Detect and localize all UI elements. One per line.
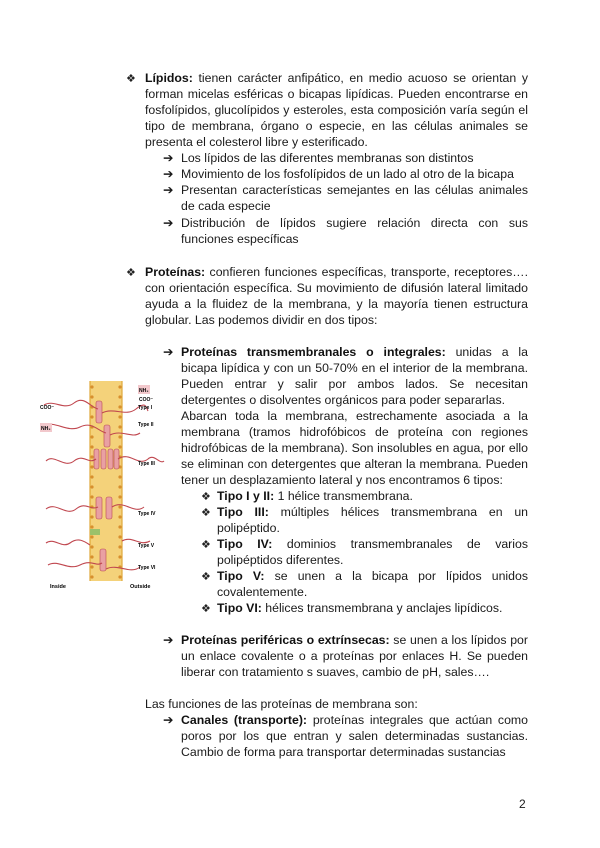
diamond-bullet-icon: ❖ — [201, 539, 211, 551]
arrow-icon: ➔ — [163, 713, 174, 727]
proteinas-text: confieren funciones específicas, transporte, receptores…. con orientación específica. Su movimiento de difusión lateral limitado ayuda a la fluidez de la membrana, y la mayoría tienen estructura globular. Las podemos dividir en dos tipos: — [145, 265, 528, 327]
type-item: Tipo I y II: 1 hélice transmembrana. — [217, 489, 413, 503]
arrow-icon: ➔ — [163, 183, 174, 197]
arrow-icon: ➔ — [163, 633, 174, 647]
lipidos-text: tienen carácter anfipático, en medio acuoso se orientan y forman micelas esféricas o bicapas lipídicas. Pueden encontrarse en fosfolípidos, glucolípidos y esteroles, esta composición varía según el tipo de membrana, órgano o especie, en las células animales se presenta el colesterol libre y esterificado. — [145, 71, 528, 149]
nh3-label: NH₃ — [41, 426, 51, 432]
outside-label: Outside — [130, 584, 151, 590]
lipid-anchor — [90, 529, 100, 535]
nh3-label: NH₃ — [139, 388, 149, 394]
lipidos-paragraph — [145, 70, 528, 150]
perifericas-term: Proteínas periféricas o extrínsecas: — [181, 633, 390, 647]
arrow-icon: ➔ — [163, 216, 174, 230]
canales-paragraph — [181, 712, 528, 760]
diamond-bullet-icon: ❖ — [201, 571, 211, 583]
funciones-intro: Las funciones de las proteínas de membrana son: — [145, 697, 418, 711]
transmembranales-term: Proteínas transmembranales o integrales: — [181, 345, 446, 359]
type-iv-label: Type IV — [138, 511, 156, 517]
transmembranales-paragraph-2: Abarcan toda la membrana, estrechamente asociada a la membrana (tramos hidrofóbicos de proteína con regiones hidrofóbicas de la membrana). Son insolubles en agua, por ello se eliminan con detergentes que alteran la membrana. Pueden tener un desplazamiento lateral y nos encontramos 6 tipos: — [181, 409, 528, 487]
transmembranales-paragraph — [181, 344, 528, 408]
type-i-label: Type I — [138, 405, 153, 411]
lipidos-item: Movimiento de los fosfolípidos de un lado al otro de la bicapa — [181, 167, 514, 181]
inside-label: Inside — [50, 584, 66, 590]
perifericas-text: se unen a los lípidos por un enlace covalente o a proteínas por enlaces H. Se pueden liberar con tratamiento s suaves, cambio de pH, sales…. — [181, 633, 528, 679]
lipidos-item: Los lípidos de las diferentes membranas son distintos — [181, 151, 474, 165]
proteinas-term: Proteínas: — [145, 265, 206, 279]
canales-term: Canales (transporte): — [181, 713, 308, 727]
membrane-proteins-figure — [40, 381, 172, 591]
diamond-bullet-icon: ❖ — [201, 507, 211, 519]
lipidos-item: Presentan características semejantes en las células animales de cada especie — [181, 183, 528, 213]
canales-text: proteínas integrales que actúan como poros por los que entran y salen determinadas sustancias. Cambio de forma para transportar determinadas sustancias — [181, 713, 528, 759]
arrow-icon: ➔ — [163, 151, 174, 165]
type-item: Tipo III: múltiples hélices transmembrana en un polipéptido. — [217, 505, 528, 535]
arrow-icon: ➔ — [163, 345, 174, 359]
diamond-bullet-icon: ❖ — [126, 267, 136, 279]
type-item: Tipo VI: hélices transmembrana y anclajes lipídicos. — [217, 601, 503, 615]
diamond-bullet-icon: ❖ — [201, 603, 211, 615]
type-item: Tipo IV: dominios transmembranales de varios polipéptidos diferentes. — [217, 537, 528, 567]
diamond-bullet-icon: ❖ — [201, 491, 211, 503]
arrow-icon: ➔ — [163, 167, 174, 181]
lipidos-term: Lípidos: — [145, 71, 193, 85]
type-v-label: Type V — [138, 543, 155, 549]
type-ii-label: Type II — [138, 422, 154, 428]
cooh-label: COO⁻ — [139, 397, 154, 403]
type-item: Tipo V: se unen a la bicapa por lípidos unidos covalentemente. — [217, 569, 528, 599]
type-vi-label: Type VI — [138, 565, 156, 571]
page-number: 2 — [519, 797, 526, 811]
diamond-bullet-icon: ❖ — [126, 73, 136, 85]
perifericas-paragraph — [181, 632, 528, 680]
transmembranales-text: unidas a la bicapa lipídica y con un 50-70% en el interior de la membrana. Pueden entrar y salir por ambos lados. Se necesitan detergentes o disolventes orgánicos para poder separarlas. — [181, 345, 528, 407]
cooh-label: COO⁻ — [40, 405, 55, 411]
proteinas-paragraph — [145, 264, 528, 328]
type-iii-label: Type III — [138, 461, 155, 467]
lipidos-item: Distribución de lípidos sugiere relación directa con sus funciones específicas — [181, 216, 528, 246]
